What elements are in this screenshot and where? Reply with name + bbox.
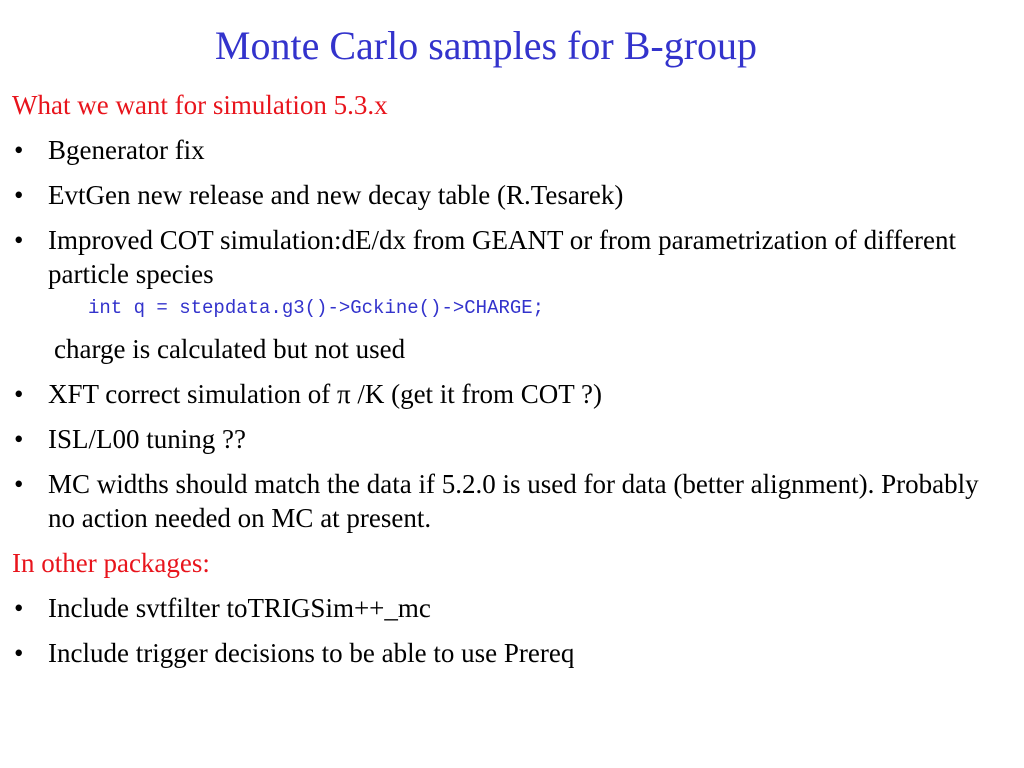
bullet-dot: • bbox=[14, 593, 24, 623]
bullet-dot: • bbox=[14, 469, 24, 499]
bullet-dot: • bbox=[14, 379, 24, 409]
bullet-item bbox=[12, 133, 1002, 167]
code-note: charge is calculated but not used bbox=[54, 334, 406, 364]
section-heading-simulation: What we want for simulation 5.3.x bbox=[12, 90, 388, 120]
slide-title: Monte Carlo samples for B-group bbox=[214, 23, 758, 68]
bullet-text: Include svtfilter toTRIGSim++_mc bbox=[48, 593, 431, 623]
bullet-dot: • bbox=[14, 225, 24, 255]
bullet-item bbox=[12, 178, 1002, 212]
bullet-text: Improved COT simulation:dE/dx from GEANT or from parametrization of different particle species bbox=[48, 225, 957, 289]
bullet-text: Bgenerator fix bbox=[48, 135, 205, 165]
bullet-text: ISL/L00 tuning ?? bbox=[48, 424, 246, 454]
bullet-dot: • bbox=[14, 424, 24, 454]
bullet-text: EvtGen new release and new decay table (R.Tesarek) bbox=[48, 180, 624, 210]
bullet-text: XFT correct simulation of π /K (get it from COT ?) bbox=[48, 379, 603, 409]
section-heading-other-packages: In other packages: bbox=[12, 548, 210, 578]
bullet-text: MC widths should match the data if 5.2.0 is used for data (better alignment). Probably no action needed on MC at present. bbox=[48, 469, 979, 533]
bullet-item bbox=[12, 422, 1002, 456]
bullet-dot: • bbox=[14, 180, 24, 210]
bullet-text: Include trigger decisions to be able to use Prereq bbox=[48, 638, 575, 668]
bullet-dot: • bbox=[14, 638, 24, 668]
slide-body bbox=[12, 88, 1002, 681]
bullet-item bbox=[12, 377, 1002, 411]
bullet-item bbox=[12, 223, 1002, 291]
code-snippet: int q = stepdata.g3()->Gckine()->CHARGE; bbox=[88, 297, 545, 319]
bullet-item bbox=[12, 591, 1002, 625]
bullet-dot: • bbox=[14, 135, 24, 165]
bullet-item bbox=[12, 636, 1002, 670]
bullet-item bbox=[12, 467, 1002, 535]
